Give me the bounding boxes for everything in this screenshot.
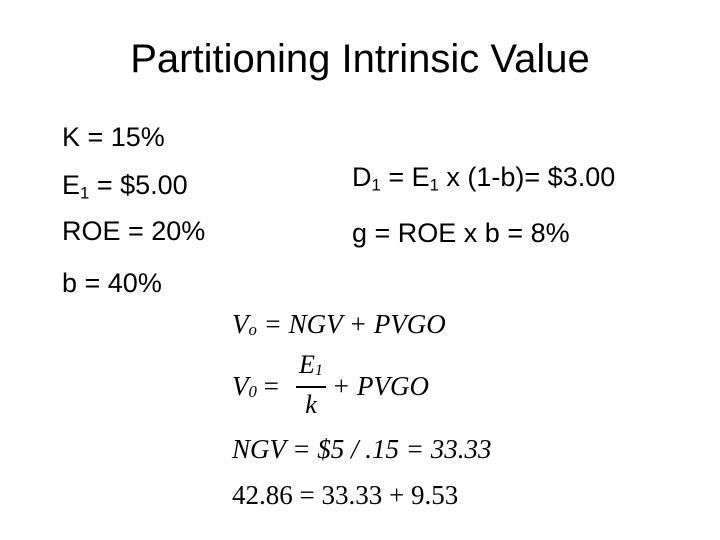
e1-subscript: 1 bbox=[80, 183, 90, 203]
k-value: K = 15% bbox=[62, 122, 165, 152]
formula-ngv bbox=[232, 432, 491, 466]
f2-equals: = bbox=[256, 371, 279, 401]
f1-v: V bbox=[232, 309, 249, 339]
fraction-numerator bbox=[296, 350, 326, 384]
d1-subscript: 1 bbox=[371, 175, 381, 195]
fraction-numerator-subscript: 1 bbox=[314, 361, 323, 379]
d1-equation bbox=[352, 160, 615, 194]
f1-rest: = NGV + PVGO bbox=[256, 309, 446, 339]
b-value: b = 40% bbox=[62, 268, 162, 298]
e1-symbol: E bbox=[62, 170, 81, 200]
f2-subscript: 0 bbox=[248, 381, 257, 401]
f2-pvgo: + PVGO bbox=[332, 371, 429, 401]
e1-over-k-fraction bbox=[296, 350, 326, 420]
fraction-denominator: k bbox=[305, 390, 317, 419]
slide-title: Partitioning Intrinsic Value bbox=[130, 37, 590, 81]
fraction-numerator-e: E bbox=[299, 350, 315, 379]
g-equation: g = ROE x b = 8% bbox=[352, 218, 570, 248]
e1-amount: = $5.00 bbox=[89, 170, 188, 200]
formula-v0-fraction bbox=[232, 369, 279, 407]
fraction-bar bbox=[296, 386, 326, 388]
d1-e-subscript: 1 bbox=[429, 175, 439, 195]
e1-value bbox=[62, 168, 188, 202]
formula-total: 42.86 = 33.33 + 9.53 bbox=[232, 480, 459, 510]
d1-symbol: D bbox=[352, 162, 372, 192]
f2-v: V bbox=[232, 371, 249, 401]
d1-equals-e: = E bbox=[380, 162, 430, 192]
formula-v0-ngv-pvgo bbox=[232, 307, 446, 345]
f1-subscript: o bbox=[248, 319, 257, 339]
d1-rest: x (1-b)= $3.00 bbox=[438, 162, 616, 192]
f3-text: NGV = $5 / .15 = 33.33 bbox=[232, 434, 492, 464]
roe-value: ROE = 20% bbox=[62, 216, 206, 246]
